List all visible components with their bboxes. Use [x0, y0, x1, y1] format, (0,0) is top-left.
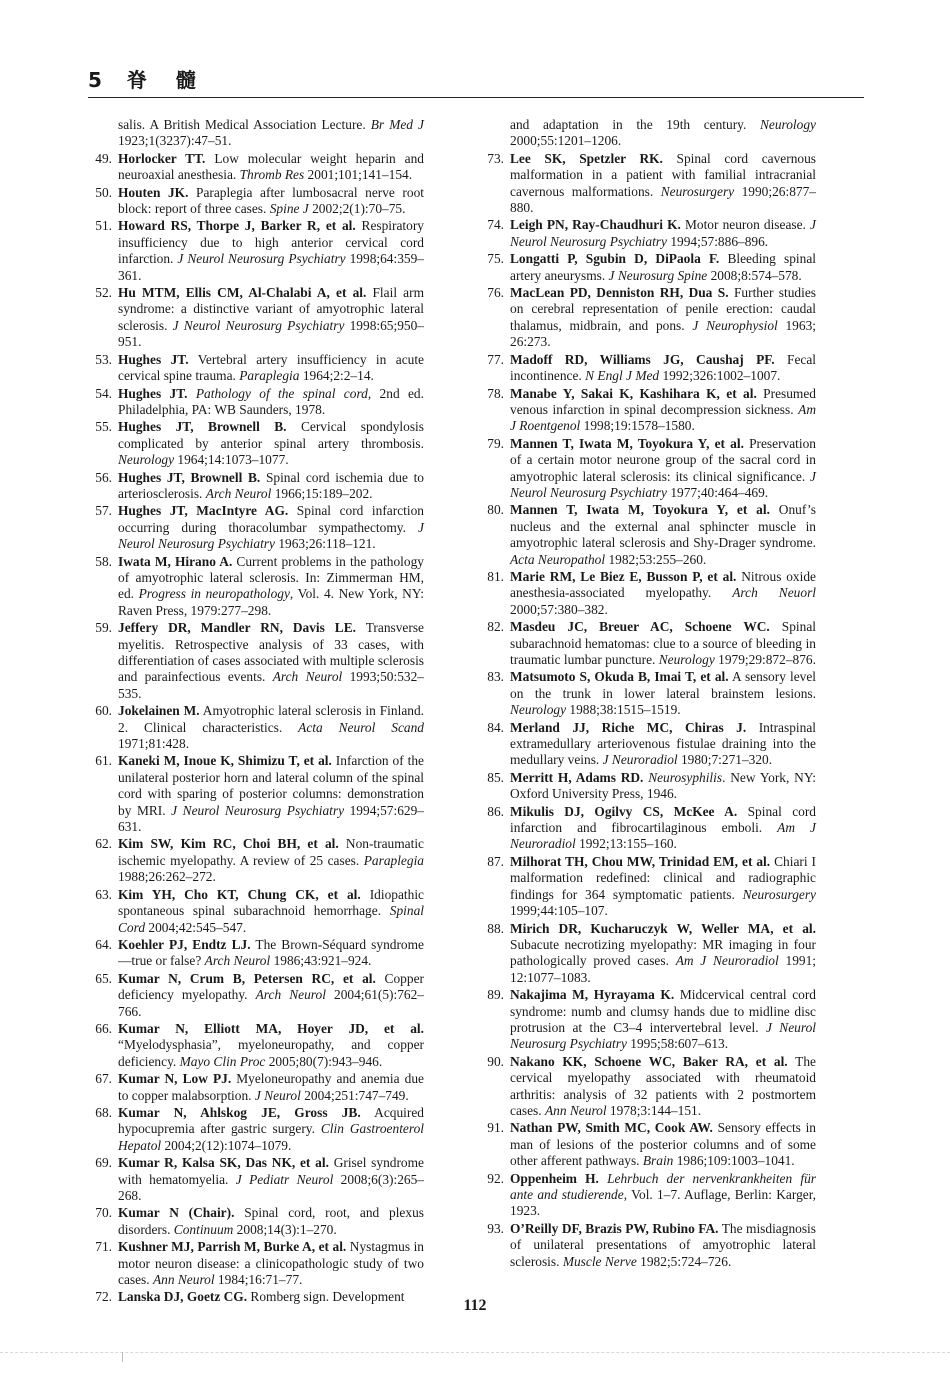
- reference-citation: 1991; 12:1077–1083.: [510, 953, 816, 985]
- reference-authors: Nathan PW, Smith MC, Cook AW.: [510, 1120, 713, 1136]
- reference-entry: [480, 854, 816, 920]
- reference-authors: Kaneki M, Inoue K, Shimizu T, et al.: [118, 753, 332, 769]
- reference-entry: [480, 1120, 816, 1169]
- reference-authors: Masdeu JC, Breuer AC, Schoene WC.: [510, 619, 770, 635]
- reference-title: A sensory level on the trunk in lower lateral brainstem lesions.: [510, 669, 817, 701]
- reference-journal: Mayo Clin Proc: [179, 1053, 266, 1069]
- reference-journal: Paraplegia: [363, 852, 424, 868]
- reference-number: 89.: [487, 987, 504, 1003]
- reference-title: Preservation of a certain motor neurone group of the sacral cord in amyotrophic lateral sclerosis: its clinical significance.: [510, 435, 816, 484]
- reference-title: Transverse myelitis. Retrospective analysis of 33 cases, with differentiation of cases associated with multiple sclerosis and parainfectious events.: [118, 620, 424, 685]
- reference-entry: [480, 804, 816, 853]
- reference-entry: [480, 1171, 816, 1220]
- reference-entry: [88, 386, 424, 419]
- reference-entry: [88, 117, 424, 150]
- reference-title: Romberg sign. Development: [247, 1289, 405, 1305]
- reference-number: 66.: [95, 1020, 112, 1036]
- reference-number: 82.: [487, 619, 504, 635]
- reference-entry: [480, 285, 816, 351]
- reference-journal: J Neurol Neurosurg Psychiatry: [171, 802, 345, 818]
- reference-entry: [88, 419, 424, 468]
- reference-citation: 1971;81:428.: [118, 736, 190, 752]
- reference-citation: 1995;58:607–613.: [626, 1036, 729, 1052]
- reference-number: 53.: [95, 351, 112, 367]
- reference-entry: [88, 753, 424, 835]
- reference-citation: 1993;50:532–535.: [118, 669, 424, 701]
- page-number: 112: [463, 1297, 487, 1314]
- reference-entry: [480, 217, 816, 250]
- reference-title: The misdiagnosis of unilateral presentations of amyotrophic lateral sclerosis.: [510, 1220, 816, 1269]
- reference-citation: 2000;55:1201–1206.: [510, 133, 622, 149]
- reference-citation: 1999;44:105–107.: [510, 903, 608, 919]
- reference-entry: [88, 620, 424, 702]
- reference-authors: Kumar N, Elliott MA, Hoyer JD, et al.: [118, 1020, 424, 1036]
- reference-citation: 1978;3:144–151.: [606, 1102, 702, 1118]
- reference-entry: [88, 1205, 424, 1238]
- reference-authors: Kumar N, Low PJ.: [118, 1071, 232, 1087]
- reference-journal: Br Med J: [370, 117, 424, 132]
- reference-authors: Longatti P, Sgubin D, DiPaola F.: [510, 251, 720, 267]
- reference-column-left: [88, 117, 424, 1307]
- reference-number: 72.: [95, 1289, 112, 1305]
- reference-title: Cervical spondylosis complicated by anterior spinal artery thrombosis.: [118, 419, 424, 451]
- footer-rule: [0, 1352, 950, 1353]
- reference-title: Grisel syndrome with hematomyelia.: [118, 1155, 424, 1187]
- reference-citation: . New York, NY: Oxford University Press, 1946.: [510, 769, 816, 802]
- reference-authors: Jeffery DR, Mandler RN, Davis LE.: [118, 620, 357, 636]
- reference-citation: 2004;61(5):762–766.: [118, 987, 424, 1019]
- reference-entry: [88, 503, 424, 552]
- reference-authors: Kushner MJ, Parrish M, Burke A, et al.: [118, 1239, 347, 1255]
- reference-authors: Kumar R, Kalsa SK, Das NK, et al.: [118, 1155, 329, 1171]
- reference-entry: [480, 117, 816, 150]
- reference-title: and adaptation in the 19th century.: [510, 117, 760, 132]
- reference-journal: Neurology: [118, 452, 175, 468]
- reference-number: 83.: [487, 669, 504, 685]
- reference-authors: Kim YH, Cho KT, Chung CK, et al.: [118, 886, 361, 902]
- reference-authors: Lee SK, Spetzler RK.: [510, 150, 663, 166]
- reference-entry: [88, 185, 424, 218]
- reference-title: Motor neuron disease.: [680, 217, 811, 233]
- reference-title: The cervical myelopathy associated with rheumatoid arthritis: analysis of 32 patients with 2 postmortem cases.: [510, 1053, 816, 1118]
- reference-authors: Marie RM, Le Biez E, Busson P, et al.: [510, 568, 737, 584]
- reference-journal: J Neuroradiol: [602, 752, 678, 768]
- reference-number: 55.: [95, 419, 112, 435]
- reference-authors: Houten JK.: [118, 184, 189, 200]
- reference-journal: Arch Neurol: [204, 953, 271, 969]
- reference-journal: Neurology: [759, 117, 816, 132]
- reference-title: Spinal cord, root, and plexus disorders.: [118, 1205, 424, 1237]
- reference-citation: 1992;13:155–160.: [575, 836, 677, 852]
- reference-authors: Milhorat TH, Chou MW, Trinidad EM, et al.: [510, 853, 771, 869]
- reference-title: The Brown-Séquard syndrome—true or false?: [118, 936, 424, 969]
- reference-entry: [480, 669, 816, 718]
- reference-journal: Arch Neuorl: [732, 585, 816, 601]
- reference-number: 49.: [95, 150, 112, 166]
- reference-citation: 1982;5:724–726.: [636, 1253, 732, 1269]
- reference-entry: [480, 720, 816, 769]
- reference-journal: J Neurol: [254, 1087, 301, 1103]
- reference-title: Respiratory insufficiency due to high anterior cervical cord infarction.: [118, 218, 424, 267]
- reference-number: 50.: [95, 184, 112, 200]
- reference-citation: 1966;15:189–202.: [271, 485, 373, 501]
- reference-number: 76.: [487, 285, 504, 301]
- reference-journal: Acta Neurol Scand: [298, 719, 424, 735]
- reference-authors: Jokelainen M.: [118, 703, 200, 719]
- reference-journal: J Neurophysiol: [692, 317, 778, 333]
- reference-number: 65.: [95, 970, 112, 986]
- reference-authors: Nakajima M, Hyrayama K.: [510, 987, 675, 1003]
- reference-title: Low molecular weight heparin and neuroaxial anesthesia.: [118, 150, 424, 183]
- reference-citation: 1923;1(3237):47–51.: [118, 133, 232, 149]
- reference-number: 80.: [487, 502, 504, 518]
- reference-citation: 1994;57:886–896.: [666, 233, 769, 249]
- reference-entry: [88, 1105, 424, 1154]
- reference-title: Infarction of the unilateral posterior horn and lateral column of the spinal cord with sparing of posterior columns: demonstration by MRI.: [118, 753, 424, 818]
- reference-number: 69.: [95, 1155, 112, 1171]
- reference-citation: 2004;2(12):1074–1079.: [161, 1137, 292, 1153]
- reference-journal: Neurology: [510, 702, 567, 718]
- reference-citation: 2002;2(1):70–75.: [308, 201, 406, 217]
- reference-authors: Howard RS, Thorpe J, Barker R, et al.: [118, 218, 356, 234]
- reference-journal: Arch Neurol: [205, 485, 272, 501]
- reference-title: Spinal cord ischemia due to arteriosclerosis.: [118, 469, 424, 501]
- reference-authors: Oppenheim H.: [510, 1170, 599, 1186]
- reference-column-right: [480, 117, 816, 1271]
- reference-authors: Hughes JT, MacIntyre AG.: [118, 503, 289, 519]
- reference-authors: Kumar N, Crum B, Petersen RC, et al.: [118, 970, 376, 986]
- reference-journal: Am J Neuroradiol: [675, 953, 779, 969]
- reference-title: “Myelodysphasia”, myeloneuropathy, and copper deficiency.: [118, 1037, 424, 1069]
- reference-authors: Koehler PJ, Endtz LJ.: [118, 936, 251, 952]
- reference-entry: [480, 619, 816, 668]
- reference-number: 60.: [95, 703, 112, 719]
- reference-title: Spinal subarachnoid hematomas: clue to a source of bleeding in traumatic lumbar puncture.: [510, 619, 816, 667]
- reference-entry: [88, 1239, 424, 1288]
- reference-journal: Spinal Cord: [118, 903, 424, 935]
- reference-number: 86.: [487, 803, 504, 819]
- reference-number: 67.: [95, 1071, 112, 1087]
- reference-citation: , 2nd ed. Philadelphia, PA: WB Saunders, 1978.: [118, 385, 424, 417]
- reference-title: Spinal cord infarction and fibrocartilaginous emboli.: [510, 803, 816, 836]
- reference-journal: Ann Neurol: [152, 1272, 215, 1288]
- reference-citation: 1988;38:1515–1519.: [566, 702, 681, 718]
- reference-journal: Arch Neurol: [272, 669, 343, 685]
- reference-number: 87.: [487, 853, 504, 869]
- reference-number: 77.: [487, 351, 504, 367]
- reference-citation: 1964;2:2–14.: [299, 368, 374, 384]
- reference-number: 84.: [487, 719, 504, 735]
- reference-number: 61.: [95, 753, 112, 769]
- reference-number: 63.: [95, 886, 112, 902]
- reference-title: Onuf’s nucleus and the external anal sphincter muscle in amyotrophic lateral sclerosis and Shy-Drager syndrome.: [510, 502, 816, 551]
- reference-authors: Horlocker TT.: [118, 150, 206, 166]
- reference-authors: Kumar N (Chair).: [118, 1205, 235, 1221]
- reference-number: 64.: [95, 936, 112, 952]
- reference-number: 85.: [487, 769, 504, 785]
- reference-entry: [480, 151, 816, 217]
- reference-number: 70.: [95, 1205, 112, 1221]
- reference-number: 91.: [487, 1120, 504, 1136]
- reference-title: Subacute necrotizing myelopathy: MR imaging in four pathologically proved cases.: [510, 936, 816, 969]
- reference-title: Presumed venous infarction in spinal decompression sickness.: [510, 385, 816, 417]
- reference-number: 90.: [487, 1053, 504, 1069]
- reference-journal: Lehrbuch der nervenkrankheiten für ante and studierende: [510, 1170, 816, 1202]
- reference-authors: Nakano KK, Schoene WC, Baker RA, et al.: [510, 1053, 788, 1069]
- reference-number: 68.: [95, 1104, 112, 1120]
- reference-journal: Continuum: [173, 1221, 234, 1237]
- reference-entry: [480, 1054, 816, 1120]
- reference-title: Myeloneuropathy and anemia due to copper malabsorption.: [118, 1071, 424, 1103]
- reference-authors: Mirich DR, Kucharuczyk W, Weller MA, et al.: [510, 920, 816, 936]
- reference-title: Intraspinal extramedullary arteriovenous fistulae draining into the medullary veins.: [510, 719, 816, 768]
- reference-authors: Hughes JT, Brownell B.: [118, 419, 287, 435]
- reference-journal: J Neurol Neurosurg Psychiatry: [172, 317, 345, 333]
- reference-journal: J Neurol Neurosurg Psychiatry: [510, 217, 816, 249]
- reference-number: 58.: [95, 553, 112, 569]
- reference-citation: 1982;53:255–260.: [605, 551, 707, 567]
- reference-number: 52.: [95, 285, 112, 301]
- reference-journal: Am J Neuroradiol: [510, 820, 816, 852]
- reference-journal: J Neurol Neurosurg Psychiatry: [118, 519, 424, 552]
- reference-number: 56.: [95, 469, 112, 485]
- reference-title: Chiari I malformation redefined: clinical and radiographic findings for 364 symptomatic patients.: [510, 853, 816, 902]
- reference-title: Bleeding spinal artery aneurysms.: [510, 251, 816, 283]
- reference-citation: salis. A British Medical Association Lecture.: [118, 117, 371, 132]
- reference-citation: 2004;251:747–749.: [300, 1087, 409, 1103]
- reference-authors: Hu MTM, Ellis CM, Al-Chalabi A, et al.: [118, 285, 367, 301]
- reference-entry: [88, 218, 424, 284]
- reference-journal: Progress in neuropathology: [138, 586, 290, 602]
- reference-journal: Neurosyphilis: [648, 769, 723, 785]
- reference-citation: 1979;29:872–876.: [714, 652, 816, 667]
- reference-entry: [480, 436, 816, 502]
- reference-number: 62.: [95, 836, 112, 852]
- reference-citation: , Vol. 1–7. Auflage, Berlin: Karger, 1923.: [510, 1187, 816, 1219]
- reference-citation: 1998:65;950–951.: [118, 317, 425, 350]
- reference-number: 73.: [487, 150, 504, 166]
- reference-authors: Madoff RD, Williams JG, Caushaj PF.: [510, 351, 775, 367]
- reference-number: 59.: [95, 620, 112, 636]
- reference-entry: [480, 386, 816, 435]
- reference-journal: J Neurol Neurosurg Psychiatry: [510, 1019, 816, 1052]
- reference-journal: Ann Neurol: [544, 1102, 607, 1118]
- reference-citation: 1963; 26:273.: [510, 317, 816, 350]
- reference-citation: 1994;57:629–631.: [118, 802, 424, 835]
- reference-title: Flail arm syndrome: a distinctive variant of amyotrophic lateral sclerosis.: [118, 285, 424, 333]
- reference-citation: 1986;109:1003–1041.: [673, 1153, 795, 1169]
- reference-authors: Mannen T, Iwata M, Toyokura Y, et al.: [510, 502, 770, 518]
- reference-journal: Brain: [642, 1153, 674, 1169]
- reference-citation: 1977;40:464–469.: [666, 484, 769, 500]
- reference-citation: 1990;26:877–880.: [510, 183, 816, 216]
- reference-title: Spinal cord cavernous malformation in a patient with familial intracranial cavernous malformations.: [510, 150, 816, 199]
- reference-citation: , Vol. 4. New York, NY: Raven Press, 1979:277–298.: [118, 586, 424, 618]
- reference-citation: 1964;14:1073–1077.: [174, 452, 289, 468]
- reference-entry: [88, 352, 424, 385]
- reference-journal: J Neurol Neurosurg Psychiatry: [177, 251, 346, 267]
- reference-journal: Spine J: [269, 201, 309, 217]
- chapter-number: 5: [88, 68, 104, 92]
- reference-journal: Muscle Nerve: [562, 1253, 637, 1269]
- reference-authors: O’Reilly DF, Brazis PW, Rubino FA.: [510, 1220, 719, 1236]
- reference-journal: Neurology: [658, 652, 715, 667]
- reference-entry: [88, 971, 424, 1020]
- reference-title: [188, 386, 196, 401]
- reference-journal: N Engl J Med: [585, 368, 660, 384]
- reference-journal: Thromb Res: [239, 167, 305, 183]
- reference-entry: [480, 1221, 816, 1270]
- reference-authors: Iwata M, Hirano A.: [118, 553, 233, 569]
- reference-title: Idiopathic spontaneous spinal subarachnoid hemorrhage.: [118, 886, 424, 919]
- reference-title: Nitrous oxide anesthesia-associated myelopathy.: [510, 568, 816, 601]
- reference-citation: 2005;80(7):943–946.: [265, 1053, 383, 1069]
- reference-authors: Hughes JT.: [118, 351, 189, 367]
- reference-journal: Acta Neuropathol: [510, 551, 606, 567]
- reference-entry: [88, 554, 424, 620]
- reference-number: 93.: [487, 1220, 504, 1236]
- reference-title: Midcervical central cord syndrome: numb and clumsy hands due to midline disc protrusion at the C3–4 intervertebral level.: [510, 987, 816, 1035]
- reference-citation: 2004;42:545–547.: [145, 919, 247, 935]
- reference-entry: [480, 251, 816, 284]
- reference-citation: 1986;43:921–924.: [270, 953, 372, 969]
- reference-entry: [88, 836, 424, 885]
- reference-number: 57.: [95, 503, 112, 519]
- reference-title: Acquired hypocupremia after gastric surgery.: [118, 1104, 424, 1137]
- reference-entry: [88, 1155, 424, 1204]
- reference-journal: Neurosurgery: [742, 886, 816, 902]
- reference-journal: J Neurol Neurosurg Psychiatry: [510, 468, 816, 500]
- reference-entry: [88, 285, 424, 351]
- chapter-title-char-1: 脊: [126, 68, 149, 92]
- reference-title: Amyotrophic lateral sclerosis in Finland. 2. Clinical characteristics.: [118, 703, 425, 735]
- reference-entry: [88, 703, 424, 752]
- reference-entry: [88, 1021, 424, 1070]
- reference-citation: 2001;101;141–154.: [304, 167, 413, 183]
- reference-title: Current problems in the pathology of amyotrophic lateral sclerosis. In: Zimmerman HM, ed.: [118, 553, 424, 602]
- reference-citation: 1998;19:1578–1580.: [580, 418, 695, 434]
- reference-entry: [480, 987, 816, 1053]
- reference-entry: [480, 770, 816, 803]
- reference-entry: [480, 569, 816, 618]
- reference-citation: 2008;8:574–578.: [707, 267, 802, 283]
- reference-title: Fecal incontinence.: [510, 351, 816, 384]
- reference-citation: 1963;26:118–121.: [274, 536, 376, 552]
- reference-title: Non-traumatic ischemic myelopathy. A review of 25 cases.: [118, 836, 424, 868]
- reference-citation: 1984;16:71–77.: [214, 1272, 303, 1288]
- reference-authors: Lanska DJ, Goetz CG.: [118, 1289, 248, 1305]
- reference-title: Spinal cord infarction occurring during thoracolumbar sympathectomy.: [118, 503, 424, 535]
- reference-entry: [88, 887, 424, 936]
- reference-entry: [88, 151, 424, 184]
- reference-title: [599, 1171, 607, 1186]
- reference-number: 78.: [487, 385, 504, 401]
- reference-entry: [88, 937, 424, 970]
- reference-authors: Mannen T, Iwata M, Toyokura Y, et al.: [510, 435, 744, 451]
- reference-number: 74.: [487, 217, 504, 233]
- footer-tick: [122, 1352, 123, 1362]
- reference-authors: Manabe Y, Sakai K, Kashihara K, et al.: [510, 385, 757, 401]
- header-rule: [88, 97, 864, 98]
- reference-citation: 1992;326:1002–1007.: [659, 368, 781, 384]
- reference-citation: 1998;64:359–361.: [118, 251, 425, 283]
- reference-number: 54.: [95, 385, 112, 401]
- reference-authors: Matsumoto S, Okuda B, Imai T, et al.: [510, 669, 729, 685]
- reference-citation: 1988;26:262–272.: [118, 869, 216, 885]
- reference-title: Copper deficiency myelopathy.: [118, 970, 424, 1003]
- reference-authors: Leigh PN, Ray-Chaudhuri K.: [510, 217, 681, 233]
- reference-journal: Pathology of the spinal cord: [195, 385, 368, 401]
- reference-authors: Merland JJ, Riche MC, Chiras J.: [510, 719, 747, 735]
- chapter-title-char-2: 髓: [175, 68, 198, 92]
- reference-title: Nystagmus in motor neuron disease: a clinicopathologic study of two cases.: [118, 1239, 424, 1288]
- reference-number: 75.: [487, 251, 504, 267]
- reference-citation: 1980;7:271–320.: [677, 752, 773, 768]
- reference-authors: Kim SW, Kim RC, Choi BH, et al.: [118, 836, 339, 852]
- reference-authors: Merritt H, Adams RD.: [510, 769, 644, 785]
- reference-entry: [480, 921, 816, 987]
- reference-number: 51.: [95, 218, 112, 234]
- reference-authors: Kumar N, Ahlskog JE, Gross JB.: [118, 1104, 361, 1120]
- reference-title: Paraplegia after lumbosacral nerve root block: report of three cases.: [118, 184, 425, 217]
- reference-entry: [480, 502, 816, 568]
- reference-number: 92.: [487, 1170, 504, 1186]
- reference-title: Vertebral artery insufficiency in acute cervical spine trauma.: [118, 351, 424, 384]
- reference-authors: Hughes JT.: [118, 385, 188, 401]
- reference-entry: [88, 1071, 424, 1104]
- reference-journal: J Neurosurg Spine: [608, 267, 708, 283]
- reference-journal: Arch Neurol: [255, 987, 326, 1003]
- reference-journal: J Pediatr Neurol: [235, 1171, 334, 1187]
- chapter-header: [88, 64, 198, 93]
- reference-citation: 2008;6(3):265–268.: [118, 1171, 424, 1203]
- reference-title: Further studies on cerebral representation of penile erection: caudal thalamus, midbrain, and pons.: [510, 285, 816, 333]
- reference-authors: MacLean PD, Denniston RH, Dua S.: [510, 285, 729, 301]
- reference-number: 88.: [487, 920, 504, 936]
- reference-journal: Paraplegia: [239, 368, 300, 384]
- reference-journal: Clin Gastroenterol Hepatol: [118, 1121, 424, 1153]
- reference-authors: Mikulis DJ, Ogilvy CS, McKee A.: [510, 803, 738, 819]
- reference-authors: Hughes JT, Brownell B.: [118, 469, 261, 485]
- reference-entry: [480, 352, 816, 385]
- reference-number: 71.: [95, 1239, 112, 1255]
- reference-number: 79.: [487, 435, 504, 451]
- reference-journal: Neurosurgery: [660, 183, 735, 199]
- reference-number: 81.: [487, 568, 504, 584]
- reference-entry: [88, 470, 424, 503]
- reference-journal: Am J Roentgenol: [510, 401, 816, 434]
- reference-citation: 2008;14(3):1–270.: [233, 1221, 337, 1237]
- reference-title: Sensory effects in man of lesions of the posterior columns and of some other afferent pathways.: [510, 1120, 816, 1169]
- reference-citation: 2000;57:380–382.: [510, 601, 608, 617]
